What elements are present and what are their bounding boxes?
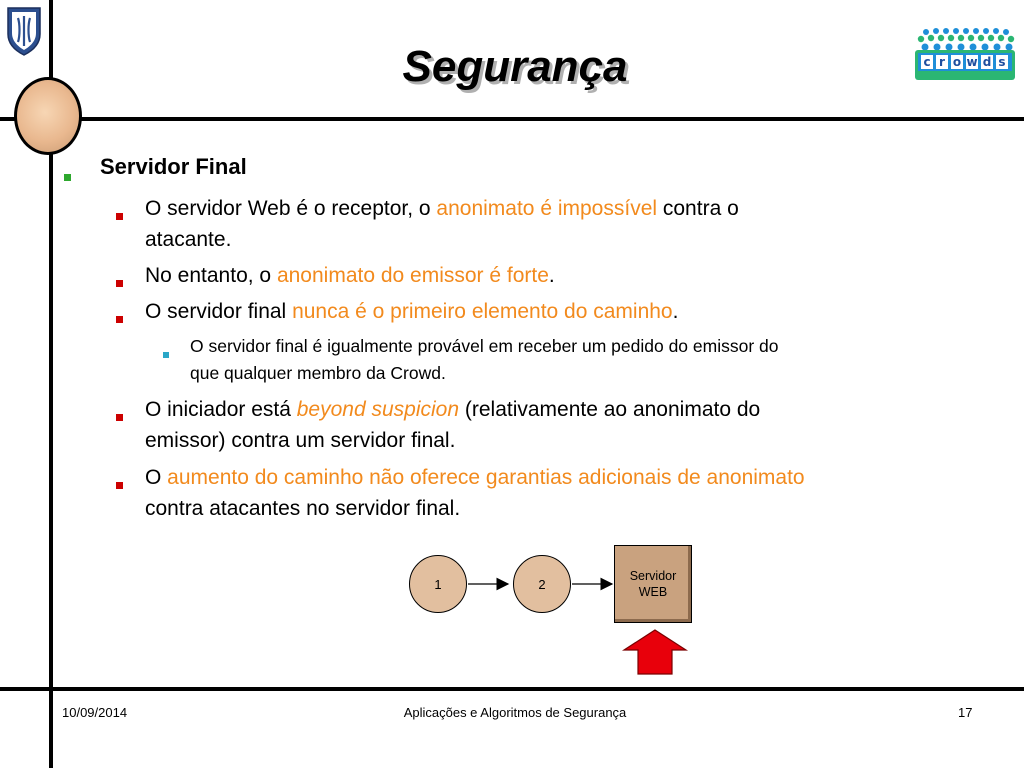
bullet-marker-l2 [116,207,123,225]
bullet-item: No entanto, o anonimato do emissor é forte. [145,264,555,287]
university-shield-logo [6,6,42,56]
bullet-heading: Servidor Final [100,154,247,179]
bullet-subitem: O servidor final é igualmente provável em receber um pedido do emissor do que qualquer membro da Crowd. [190,336,779,383]
crowd-node-1: 1 [409,555,467,613]
web-server-box [614,545,692,623]
logo-letter: s [998,55,1006,69]
server-label: WEB [638,585,668,599]
logo-letter: d [982,55,992,69]
decorative-circle [14,77,82,155]
logo-letter: c [923,55,931,69]
frame-top-line [0,117,1024,121]
bullet-marker-l2 [116,408,123,426]
frame-bottom-line [0,687,1024,691]
attacker-arrow-icon [624,630,686,674]
logo-letter: r [939,55,945,69]
slide-title: Segurança [402,42,628,91]
crowd-node-2: 2 [513,555,571,613]
bullet-item: O servidor Web é o receptor, o anonimato é impossível contra o atacante. [145,197,739,251]
server-label: Servidor [629,569,677,583]
bullet-item: O aumento do caminho não oferece garantias adicionais de anonimato contra atacantes no servidor final. [145,466,805,520]
bullet-marker-l3 [163,345,169,363]
footer-page-number: 17 [958,705,973,720]
logo-letter: w [966,55,978,69]
bullet-marker-l2 [116,310,123,328]
crowds-logo [912,26,1018,84]
bullet-marker-l2 [116,274,123,292]
bullet-marker-l2 [116,476,123,494]
logo-letter: o [952,55,962,69]
bullet-item: O servidor final nunca é o primeiro elemento do caminho. [145,300,679,323]
bullet-marker-l1 [64,168,71,186]
footer-date: 10/09/2014 [62,705,128,720]
footer-course: Aplicações e Algoritmos de Segurança [403,705,627,720]
bullet-item: O iniciador está beyond suspicion (relativamente ao anonimato do emissor) contra um servidor final. [145,398,761,452]
